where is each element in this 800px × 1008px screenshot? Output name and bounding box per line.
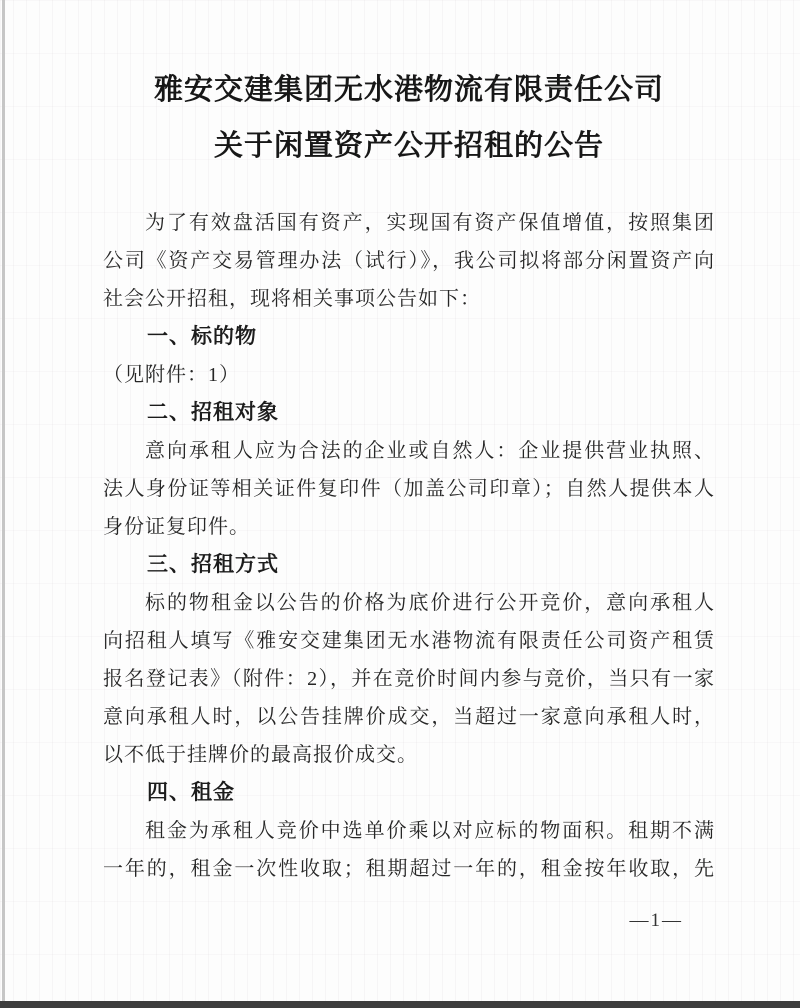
body-line: 以不低于挂牌价的最高报价成交。 [103,744,418,766]
doc-title-line-1: 雅安交建集团无水港物流有限责任公司 [153,74,664,106]
body-line: 意向承租人时，以公告挂牌价成交，当超过一家意向承租人时， [103,706,715,728]
page-number: —1— [629,910,683,931]
body-line: 意向承租人应为合法的企业或自然人：企业提供营业执照、 [145,440,715,462]
body-line: 一年的，租金一次性收取；租期超过一年的，租金按年收取，先 [103,858,715,880]
doc-title-line-2: 关于闲置资产公开招租的公告 [213,130,604,162]
body-line: 为了有效盘活国有资产，实现国有资产保值增值，按照集团 [145,212,715,234]
body-line: 租金为承租人竞价中选单价乘以对应标的物面积。租期不满 [145,820,715,842]
section-heading-2: 二、招租对象 [147,401,279,424]
body-line: 社会公开招租，现将相关事项公告如下： [103,288,481,310]
body-line: 报名登记表》（附件：2），并在竞价时间内参与竞价，当只有一家 [103,668,715,690]
scan-edge-bottom [0,1001,800,1008]
body-line: 身份证复印件。 [103,516,250,538]
body-line: 公司《资产交易管理办法（试行）》，我公司拟将部分闲置资产向 [103,250,715,272]
section-heading-1: 一、标的物 [147,325,257,348]
section-heading-3: 三、招租方式 [147,553,279,576]
body-line: 向招租人填写《雅安交建集团无水港物流有限责任公司资产租赁 [103,630,715,652]
section-heading-4: 四、租金 [147,781,235,804]
attachment-reference-line: （见附件：1） [103,364,240,386]
document-title [103,62,715,174]
body-line: 标的物租金以公告的价格为底价进行公开竞价，意向承租人 [145,592,715,614]
body-line: 法人身份证等相关证件复印件（加盖公司印章）；自然人提供本人 [103,478,715,500]
